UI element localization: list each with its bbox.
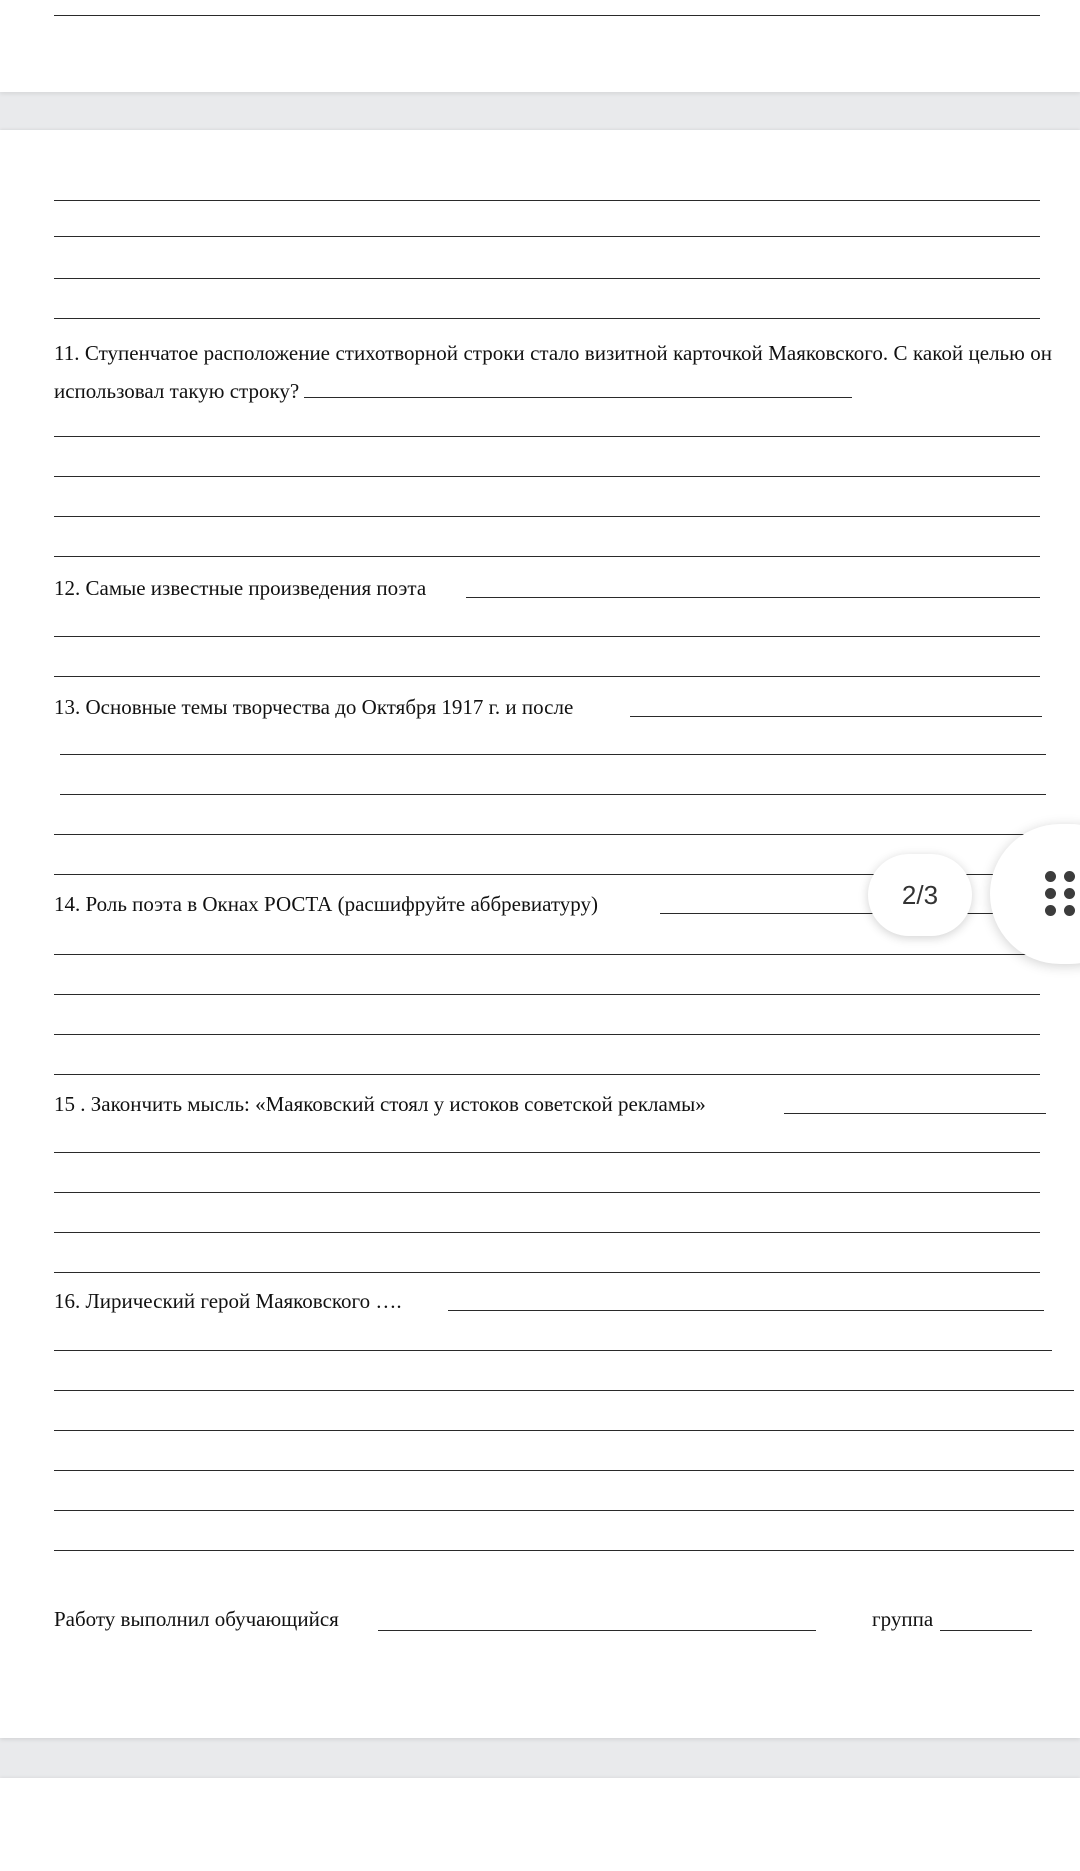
- page-3-top: [0, 1778, 1080, 1871]
- group-label: группа: [872, 1607, 934, 1631]
- question-11: [54, 334, 1052, 410]
- answer-line: [54, 994, 1040, 995]
- answer-line: [940, 1630, 1032, 1631]
- answer-line: [448, 1310, 1044, 1311]
- answer-line: [54, 556, 1040, 557]
- question-15-text: 15 . Закончить мысль: «Маяковский стоял у истоков советской рекламы»: [54, 1092, 706, 1116]
- footer-label: Работу выполнил обучающийся: [54, 1607, 339, 1631]
- answer-line: [54, 200, 1040, 201]
- answer-line: [54, 1034, 1040, 1035]
- answer-line: [54, 436, 1040, 437]
- answer-line: [60, 754, 1046, 755]
- question-11-text: 11. Ступенчатое расположение стихотворной строки стало визитной карточкой Маяковского. С какой целью он использовал такую строку?: [54, 341, 1052, 403]
- answer-line: [784, 1113, 1046, 1114]
- answer-line: [54, 834, 1040, 835]
- answer-line: [466, 597, 1040, 598]
- page-indicator: 2/3: [868, 854, 972, 936]
- answer-line: [54, 1430, 1074, 1431]
- answer-line: [54, 636, 1040, 637]
- answer-line: [54, 1074, 1040, 1075]
- question-14-text: 14. Роль поэта в Окнах РОСТА (расшифруйте аббревиатуру): [54, 892, 599, 916]
- answer-line: [54, 1470, 1074, 1471]
- answer-line: [54, 15, 1040, 16]
- answer-line: [54, 1152, 1040, 1153]
- answer-line: [660, 913, 1040, 914]
- answer-line: [304, 381, 852, 398]
- answer-line: [630, 716, 1042, 717]
- answer-line: [54, 1232, 1040, 1233]
- question-16-text: 16. Лирический герой Маяковского ….: [54, 1289, 402, 1313]
- answer-line: [54, 954, 1040, 955]
- answer-line: [54, 278, 1040, 279]
- answer-line: [54, 676, 1040, 677]
- question-13-text: 13. Основные темы творчества до Октября 1917 г. и после: [54, 695, 574, 719]
- question-12-text: 12. Самые известные произведения поэта: [54, 576, 427, 600]
- page-1-bottom: [0, 0, 1080, 92]
- answer-line: [54, 1272, 1040, 1273]
- answer-line: [54, 476, 1040, 477]
- answer-line: [54, 1550, 1074, 1551]
- answer-line: [54, 1350, 1052, 1351]
- answer-line: [54, 1192, 1040, 1193]
- answer-line: [54, 516, 1040, 517]
- answer-line: [378, 1630, 816, 1631]
- answer-line: [54, 1510, 1074, 1511]
- answer-line: [54, 236, 1040, 237]
- answer-line: [54, 1390, 1074, 1391]
- answer-line: [60, 794, 1046, 795]
- answer-line: [54, 318, 1040, 319]
